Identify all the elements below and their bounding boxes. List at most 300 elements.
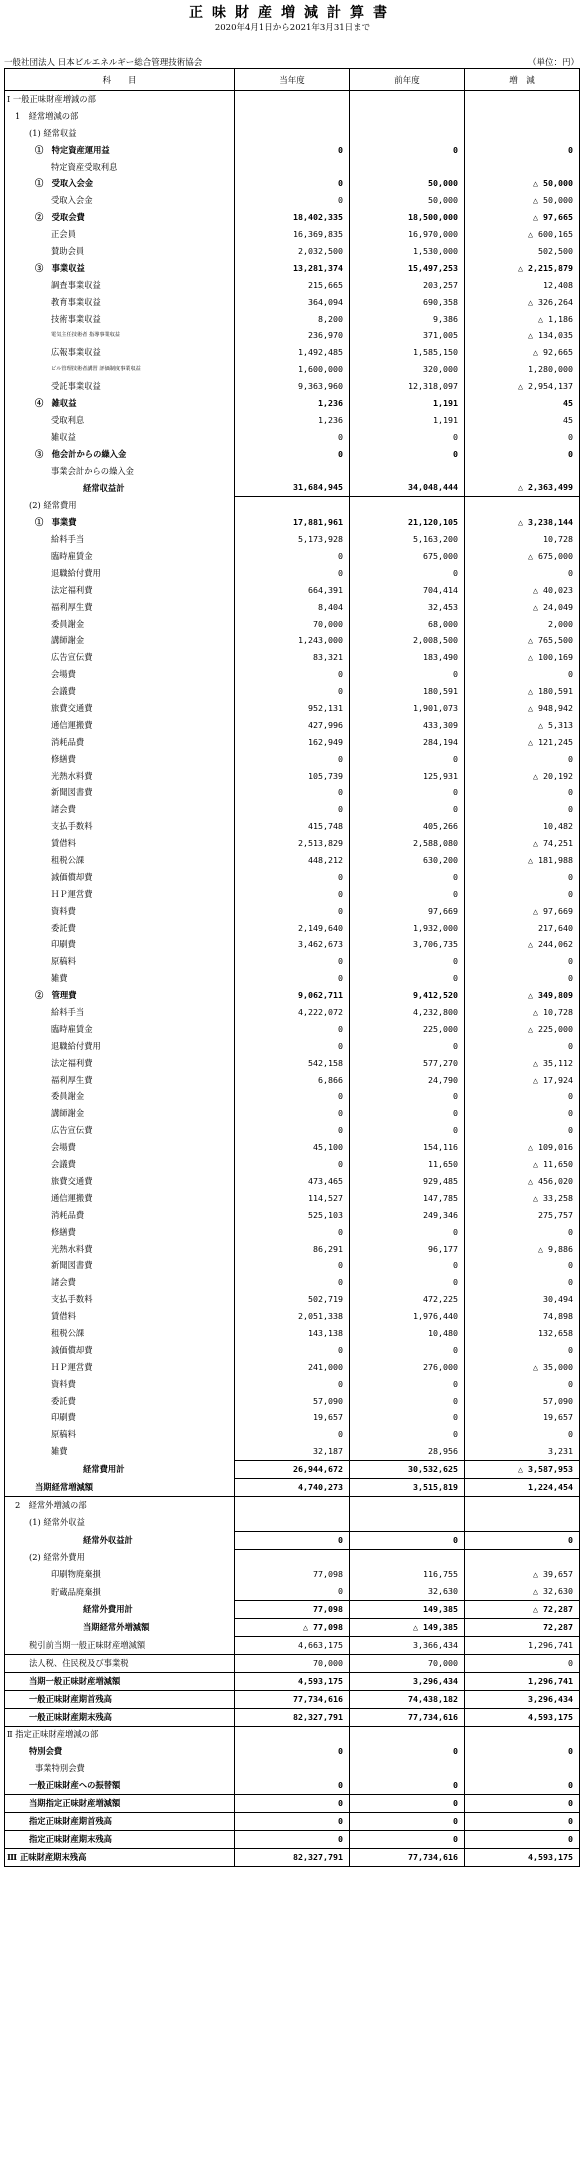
current-year-cell: 0 [235,970,350,987]
table-row [5,666,580,683]
current-year-cell: 4,222,072 [235,1004,350,1021]
current-year-cell: 8,404 [235,599,350,616]
previous-year-cell: 0 [350,1038,465,1055]
account-cell: 減価償却費 [5,869,235,886]
current-year-cell: 70,000 [235,616,350,633]
account-cell: 原稿料 [5,1426,235,1443]
account-cell: 通信運搬費 [5,1190,235,1207]
account-cell: 賃借料 [5,835,235,852]
table-row [5,429,580,446]
current-year-cell: 1,492,485 [235,344,350,361]
table-row [5,277,580,294]
table-row [5,1443,580,1460]
previous-year-cell: 0 [350,1257,465,1274]
change-cell: △ 39,657 [465,1566,580,1583]
current-year-cell: 0 [235,1038,350,1055]
account-cell: ① 事業費 [5,514,235,531]
current-year-cell [235,125,350,142]
previous-year-cell: 0 [350,751,465,768]
current-year-cell: 86,291 [235,1241,350,1258]
account-cell: 法定福利費 [5,1055,235,1072]
previous-year-cell: 0 [350,1393,465,1410]
account-cell: 指定正味財産期末残高 [5,1830,235,1848]
column-header-account: 科 目 [5,69,235,91]
previous-year-cell: 0 [350,785,465,802]
previous-year-cell: 0 [350,1089,465,1106]
previous-year-cell: 1,585,150 [350,344,465,361]
change-cell [465,1514,580,1531]
account-cell: 退職給付費用 [5,565,235,582]
table-row [5,1207,580,1224]
table-row [5,1139,580,1156]
current-year-cell: 0 [235,1089,350,1106]
account-cell: 修繕費 [5,1224,235,1241]
account-cell: 福利厚生費 [5,599,235,616]
current-year-cell: 0 [235,683,350,700]
change-cell: 132,658 [465,1325,580,1342]
table-row [5,1743,580,1760]
table-row [5,412,580,429]
change-cell: 502,500 [465,243,580,260]
current-year-cell: 8,200 [235,311,350,328]
previous-year-cell: 3,366,434 [350,1637,465,1655]
account-cell: ④ 雑収益 [5,395,235,412]
table-row [5,920,580,937]
current-year-cell: 70,000 [235,1654,350,1672]
current-year-cell: 0 [235,1224,350,1241]
table-row [5,497,580,514]
previous-year-cell: 10,480 [350,1325,465,1342]
previous-year-cell: 0 [350,869,465,886]
current-year-cell: 0 [235,1743,350,1760]
current-year-cell: 241,000 [235,1359,350,1376]
change-cell: 0 [465,869,580,886]
table-row [5,514,580,531]
change-cell: 10,482 [465,818,580,835]
account-cell: 電気主任技術者 指導事業収益 [5,327,235,344]
previous-year-cell: 704,414 [350,582,465,599]
account-cell: Ⅲ 正味財産期末残高 [5,1848,235,1866]
previous-year-cell: 50,000 [350,175,465,192]
current-year-cell: 364,094 [235,294,350,311]
change-cell: 0 [465,785,580,802]
current-year-cell: 77,734,616 [235,1690,350,1708]
change-cell: 0 [465,970,580,987]
change-cell: △ 134,035 [465,327,580,344]
account-cell: 委員謝金 [5,616,235,633]
current-year-cell: 664,391 [235,582,350,599]
change-cell: △ 2,954,137 [465,378,580,395]
current-year-cell: 0 [235,548,350,565]
change-cell: 0 [465,1089,580,1106]
previous-year-cell: 28,956 [350,1443,465,1460]
current-year-cell [235,463,350,480]
account-cell: 通信運搬費 [5,717,235,734]
current-year-cell: 0 [235,1122,350,1139]
account-cell: 臨時雇賃金 [5,548,235,565]
change-cell: △ 100,169 [465,649,580,666]
previous-year-cell: 0 [350,886,465,903]
account-cell: 諸会費 [5,801,235,818]
change-cell: △ 33,258 [465,1190,580,1207]
change-cell: △ 2,215,879 [465,260,580,277]
change-cell: △ 97,665 [465,209,580,226]
previous-year-cell: 15,497,253 [350,260,465,277]
change-cell: 0 [465,1376,580,1393]
previous-year-cell: 0 [350,1274,465,1291]
previous-year-cell: 5,163,200 [350,531,465,548]
current-year-cell: 2,513,829 [235,835,350,852]
table-row [5,1190,580,1207]
table-header-row [5,69,580,91]
previous-year-cell [350,1514,465,1531]
current-year-cell: 473,465 [235,1173,350,1190]
table-row [5,463,580,480]
table-row [5,1325,580,1342]
current-year-cell: 31,684,945 [235,479,350,496]
previous-year-cell [350,1496,465,1513]
account-cell: 印刷費 [5,937,235,954]
change-cell: △ 2,363,499 [465,479,580,496]
previous-year-cell [350,463,465,480]
account-cell: 旅費交通費 [5,1173,235,1190]
account-cell: 事業会計からの繰入金 [5,463,235,480]
previous-year-cell [350,497,465,514]
account-cell: 教育事業収益 [5,294,235,311]
account-cell: Ⅱ 指定正味財産増減の部 [5,1726,235,1743]
change-cell: △ 244,062 [465,937,580,954]
account-cell: 調査事業収益 [5,277,235,294]
previous-year-cell [350,125,465,142]
change-cell: △ 675,000 [465,548,580,565]
table-row [5,937,580,954]
change-cell: △ 24,049 [465,599,580,616]
current-year-cell: 13,281,374 [235,260,350,277]
change-cell: 19,657 [465,1409,580,1426]
account-cell: 1 経常増減の部 [5,108,235,125]
table-row [5,869,580,886]
account-cell: 給料手当 [5,1004,235,1021]
account-cell: 経常外収益計 [5,1531,235,1549]
account-cell: 消耗品費 [5,734,235,751]
account-cell: 会議費 [5,683,235,700]
table-row [5,1359,580,1376]
current-year-cell: 9,363,960 [235,378,350,395]
account-cell: 技術事業収益 [5,311,235,328]
table-row [5,1173,580,1190]
previous-year-cell: 690,358 [350,294,465,311]
table-row [5,835,580,852]
previous-year-cell: 21,120,105 [350,514,465,531]
change-cell: 0 [465,1274,580,1291]
change-cell: △ 72,287 [465,1601,580,1619]
previous-year-cell: 405,266 [350,818,465,835]
change-cell: 0 [465,801,580,818]
change-cell: △ 32,630 [465,1583,580,1600]
change-cell [465,108,580,125]
table-row [5,1812,580,1830]
change-cell: △ 35,112 [465,1055,580,1072]
previous-year-cell: 1,191 [350,412,465,429]
statement-body [5,91,580,1867]
table-row [5,175,580,192]
table-row [5,1224,580,1241]
account-cell: ③ 他会計からの繰入金 [5,446,235,463]
change-cell: 0 [465,953,580,970]
change-cell: △ 109,016 [465,1139,580,1156]
change-cell: △ 35,000 [465,1359,580,1376]
change-cell: 72,287 [465,1619,580,1637]
table-row [5,1583,580,1600]
current-year-cell [235,1726,350,1743]
previous-year-cell: 929,485 [350,1173,465,1190]
previous-year-cell: 284,194 [350,734,465,751]
previous-year-cell: 1,976,440 [350,1308,465,1325]
current-year-cell: 162,949 [235,734,350,751]
current-year-cell: 0 [235,1156,350,1173]
current-year-cell: 26,944,672 [235,1461,350,1479]
account-cell: 雑費 [5,970,235,987]
table-row [5,1708,580,1726]
account-cell: 2 経常外増減の部 [5,1496,235,1513]
previous-year-cell: 0 [350,1830,465,1848]
previous-year-cell: 0 [350,1122,465,1139]
table-row [5,260,580,277]
account-cell: 資料費 [5,1376,235,1393]
account-cell: 雑費 [5,1443,235,1460]
change-cell: △ 3,238,144 [465,514,580,531]
change-cell: △ 765,500 [465,633,580,650]
previous-year-cell: 16,970,000 [350,226,465,243]
account-cell: 受託事業収益 [5,378,235,395]
current-year-cell: 448,212 [235,852,350,869]
table-row [5,1291,580,1308]
table-row [5,1549,580,1566]
table-row [5,1426,580,1443]
account-cell: 講師謝金 [5,633,235,650]
table-row [5,886,580,903]
table-row [5,1105,580,1122]
page-title: 正味財産増減計算書 [189,5,396,21]
change-cell: 275,757 [465,1207,580,1224]
table-row [5,1777,580,1794]
previous-year-cell: 630,200 [350,852,465,869]
table-row [5,1038,580,1055]
account-cell: ② 受取会費 [5,209,235,226]
change-cell: 0 [465,1531,580,1549]
account-cell: 委託費 [5,1393,235,1410]
previous-year-cell: 249,346 [350,1207,465,1224]
current-year-cell [235,1549,350,1566]
account-cell: ② 管理費 [5,987,235,1004]
current-year-cell: 82,327,791 [235,1848,350,1866]
current-year-cell: 6,866 [235,1072,350,1089]
account-cell: 当期経常外増減額 [5,1619,235,1637]
current-year-cell: △ 77,098 [235,1619,350,1637]
previous-year-cell: 149,385 [350,1601,465,1619]
previous-year-cell: 9,412,520 [350,987,465,1004]
account-cell: Ⅰ 一般正味財産増減の部 [5,91,235,108]
account-cell: ＨＰ運営費 [5,886,235,903]
table-row [5,1122,580,1139]
previous-year-cell: 77,734,616 [350,1708,465,1726]
account-cell: 税引前当期一般正味財産増減額 [5,1637,235,1655]
current-year-cell: 9,062,711 [235,987,350,1004]
table-row [5,599,580,616]
current-year-cell [235,1496,350,1513]
change-cell: 0 [465,1777,580,1794]
current-year-cell: 0 [235,446,350,463]
change-cell: △ 1,186 [465,311,580,328]
table-row [5,311,580,328]
current-year-cell: 2,149,640 [235,920,350,937]
table-row [5,717,580,734]
table-row [5,1393,580,1410]
current-year-cell: 0 [235,886,350,903]
table-row [5,1848,580,1866]
current-year-cell: 0 [235,1342,350,1359]
account-cell: 正会員 [5,226,235,243]
table-row [5,818,580,835]
previous-year-cell: 0 [350,1409,465,1426]
account-cell: ① 特定資産運用益 [5,142,235,159]
account-cell: 賃借料 [5,1308,235,1325]
table-row [5,344,580,361]
table-row [5,616,580,633]
change-cell: 1,296,741 [465,1637,580,1655]
table-row [5,751,580,768]
table-row [5,125,580,142]
current-year-cell: 1,600,000 [235,361,350,378]
table-row [5,1566,580,1583]
change-cell: 1,224,454 [465,1479,580,1497]
account-cell: (2) 経常外費用 [5,1549,235,1566]
current-year-cell: 82,327,791 [235,1708,350,1726]
account-cell: 当期経常増減額 [5,1479,235,1497]
previous-year-cell: 68,000 [350,616,465,633]
table-row [5,633,580,650]
table-row [5,1241,580,1258]
current-year-cell: 2,032,500 [235,243,350,260]
current-year-cell: 0 [235,869,350,886]
previous-year-cell: 203,257 [350,277,465,294]
table-row [5,1479,580,1497]
current-year-cell: 0 [235,192,350,209]
table-row [5,953,580,970]
previous-year-cell: 0 [350,953,465,970]
table-row [5,1274,580,1291]
table-row [5,1461,580,1479]
previous-year-cell: 276,000 [350,1359,465,1376]
change-cell [465,159,580,176]
previous-year-cell [350,1726,465,1743]
current-year-cell: 415,748 [235,818,350,835]
previous-year-cell: 2,588,080 [350,835,465,852]
change-cell: △ 20,192 [465,768,580,785]
table-row [5,548,580,565]
table-row [5,1654,580,1672]
previous-year-cell [350,108,465,125]
table-row [5,768,580,785]
change-cell: 0 [465,666,580,683]
current-year-cell: 0 [235,1105,350,1122]
current-year-cell: 4,593,175 [235,1672,350,1690]
account-cell: 賛助会員 [5,243,235,260]
table-row [5,1514,580,1531]
previous-year-cell: 1,901,073 [350,700,465,717]
table-row [5,970,580,987]
current-year-cell: 105,739 [235,768,350,785]
table-row [5,1156,580,1173]
account-cell: (1) 経常収益 [5,125,235,142]
current-year-cell: 2,051,338 [235,1308,350,1325]
account-cell: 会議費 [5,1156,235,1173]
previous-year-cell: 50,000 [350,192,465,209]
current-year-cell: 525,103 [235,1207,350,1224]
change-cell [465,1726,580,1743]
table-row [5,987,580,1004]
change-cell: 0 [465,1812,580,1830]
table-row [5,1830,580,1848]
column-header-change: 増 減 [465,69,580,91]
change-cell: △ 40,023 [465,582,580,599]
change-cell: △ 50,000 [465,192,580,209]
change-cell: △ 326,264 [465,294,580,311]
table-row [5,446,580,463]
account-cell: 当期指定正味財産増減額 [5,1795,235,1813]
account-cell: 広告宣伝費 [5,649,235,666]
table-row [5,785,580,802]
current-year-cell [235,1514,350,1531]
account-cell: 一般正味財産期首残高 [5,1690,235,1708]
change-cell: 0 [465,1342,580,1359]
previous-year-cell: 18,500,000 [350,209,465,226]
previous-year-cell: 70,000 [350,1654,465,1672]
previous-year-cell: 1,530,000 [350,243,465,260]
current-year-cell: 542,158 [235,1055,350,1072]
account-cell: 諸会費 [5,1274,235,1291]
previous-year-cell: 0 [350,1795,465,1813]
account-cell: 法人税、住民税及び事業税 [5,1654,235,1672]
previous-year-cell: 0 [350,1531,465,1549]
change-cell: △ 225,000 [465,1021,580,1038]
table-row [5,1795,580,1813]
change-cell: 0 [465,751,580,768]
change-cell: 3,296,434 [465,1690,580,1708]
account-cell: 講師謝金 [5,1105,235,1122]
current-year-cell [235,497,350,514]
previous-year-cell: 116,755 [350,1566,465,1583]
current-year-cell: 0 [235,1531,350,1549]
current-year-cell: 17,881,961 [235,514,350,531]
current-year-cell [235,159,350,176]
change-cell: 30,494 [465,1291,580,1308]
table-row [5,801,580,818]
previous-year-cell: 125,931 [350,768,465,785]
change-cell: △ 121,245 [465,734,580,751]
previous-year-cell: 30,532,625 [350,1461,465,1479]
table-row [5,395,580,412]
previous-year-cell: 3,706,735 [350,937,465,954]
account-cell: 当期一般正味財産増減額 [5,1672,235,1690]
change-cell: △ 5,313 [465,717,580,734]
change-cell: 0 [465,1795,580,1813]
table-row [5,1726,580,1743]
table-row [5,1257,580,1274]
table-row [5,734,580,751]
table-row [5,1072,580,1089]
account-cell: 広告宣伝費 [5,1122,235,1139]
